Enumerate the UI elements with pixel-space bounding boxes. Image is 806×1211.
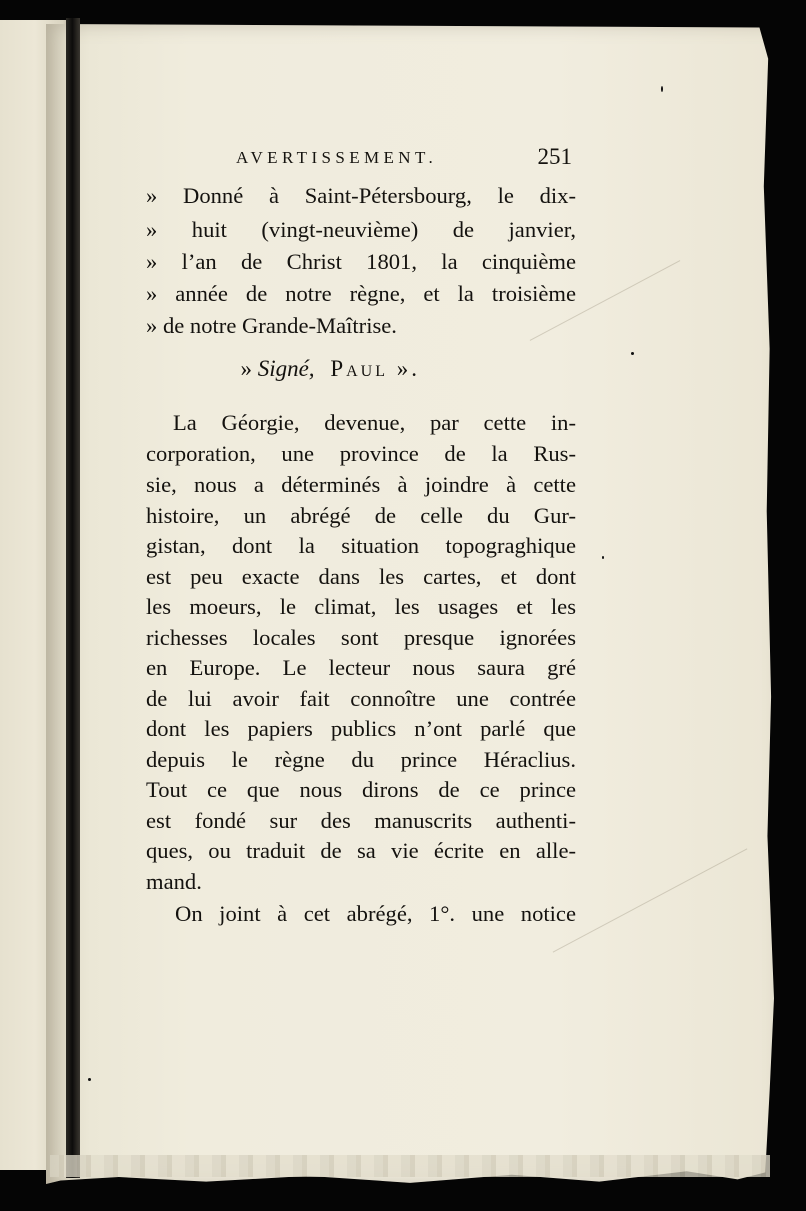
page-number: 251 (537, 144, 572, 169)
text-line: sie, nous a déterminés à joindre à cette (146, 472, 576, 497)
text-line: » Donné à Saint-Pétersbourg, le dix- (146, 183, 576, 208)
text-line: » année de notre règne, et la troisième (146, 281, 576, 306)
text-line: depuis le règne du prince Héraclius. (146, 747, 576, 772)
text-line: en Europe. Le lecteur nous saura gré (146, 655, 576, 680)
signature-signed-word: Signé, (257, 356, 315, 381)
signature-line (152, 353, 420, 385)
running-head-title: AVERTISSEMENT. (236, 148, 438, 167)
text-line: ques, ou traduit de sa vie écrite en alle- (146, 838, 576, 863)
text-line: La Géorgie, devenue, par cette in- (173, 410, 576, 435)
running-head (236, 144, 574, 178)
text-line: richesses locales sont presque ignorées (146, 625, 576, 650)
signature-open-quote: » (240, 356, 252, 381)
text-line: histoire, un abrégé de celle du Gur- (146, 503, 576, 528)
deckled-page-edge (50, 1155, 770, 1177)
paper-speck (661, 86, 663, 92)
paper-speck (631, 352, 634, 355)
paper-speck (88, 1078, 91, 1081)
text-line: mand. (146, 869, 202, 894)
text-line: » huit (vingt-neuvième) de janvier, (146, 217, 576, 242)
signature-name: Paul ». (330, 356, 420, 381)
paper-speck (602, 556, 604, 559)
book-gutter (66, 18, 80, 1178)
text-line: les moeurs, le climat, les usages et les (146, 594, 576, 619)
text-line: Tout ce que nous dirons de ce prince (146, 777, 576, 802)
text-line: » l’an de Christ 1801, la cinquième (146, 249, 576, 274)
text-line: On joint à cet abrégé, 1°. une notice (175, 901, 576, 926)
text-line: dont les papiers publics n’ont parlé que (146, 716, 576, 741)
text-line: de lui avoir fait connoître une contrée (146, 686, 576, 711)
text-line: » de notre Grande-Maîtrise. (146, 313, 397, 338)
text-line: est fondé sur des manuscrits authenti- (146, 808, 576, 833)
text-line: est peu exacte dans les cartes, et dont (146, 564, 576, 589)
text-line: corporation, une province de la Rus- (146, 441, 576, 466)
text-line: gistan, dont la situation topograghique (146, 533, 576, 558)
